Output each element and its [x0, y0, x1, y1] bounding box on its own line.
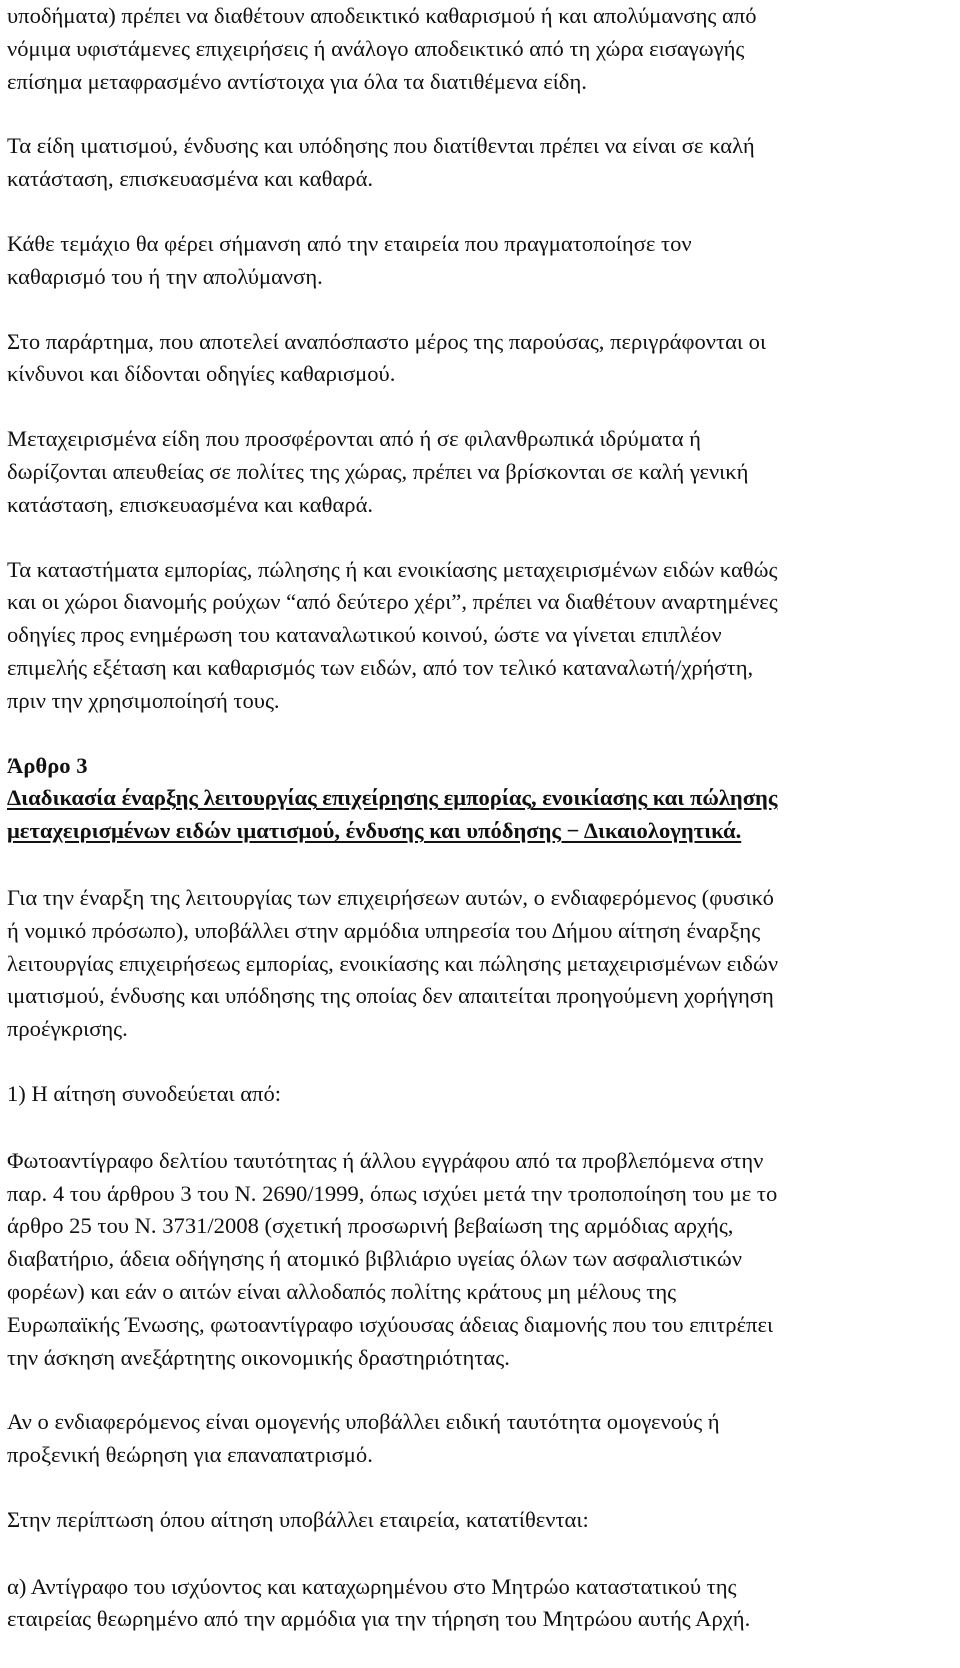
paragraph-expatriate [7, 1406, 942, 1472]
text-line: λειτουργίας επιχειρήσεως εμπορίας, ενοικίασης και πώλησης μεταχειρισμένων ειδών [7, 950, 779, 976]
text-line: α) Αντίγραφο του ισχύοντος και καταχωρημένου στο Μητρώο καταστατικού της [7, 1573, 737, 1599]
document-page [7, 0, 942, 1668]
text-line: Φωτοαντίγραφο δελτίου ταυτότητας ή άλλου εγγράφου από τα προβλεπόμενα στην [7, 1147, 764, 1173]
article-title-text: Διαδικασία έναρξης λειτουργίας επιχείρησης εμπορίας, ενοικίασης και πώλησης [7, 785, 778, 811]
text-line: κατάσταση, επισκευασμένα και καθαρά. [7, 491, 374, 517]
text-line: Τα είδη ιματισμού, ένδυσης και υπόδησης που διατίθενται πρέπει να είναι σε καλή [7, 133, 755, 159]
paragraph-company-case [7, 1504, 942, 1537]
text-line: οδηγίες προς ενημέρωση του καταναλωτικού κοινού, ώστε να γίνεται επιπλέον [7, 622, 722, 648]
paragraph-application [7, 882, 942, 1046]
text-line: άρθρο 25 του Ν. 3731/2008 (σχετική προσωρινή βεβαίωση της αρμόδιας αρχής, [7, 1213, 734, 1239]
text-line: Στο παράρτημα, που αποτελεί αναπόσπαστο μέρος της παρούσας, περιγράφονται οι [7, 328, 767, 354]
article-number: Άρθρο 3 [7, 752, 88, 778]
text-line: νόμιμα υφιστάμενες επιχειρήσεις ή ανάλογο αποδεικτικό από τη χώρα εισαγωγής [7, 35, 745, 61]
text-line: Κάθε τεμάχιο θα φέρει σήμανση από την εταιρεία που πραγματοποίησε τον [7, 230, 692, 256]
paragraph-id-documents [7, 1145, 942, 1375]
text-line: επιμελής εξέταση και καθαρισμός των ειδών, από τον τελικό καταναλωτή/χρήστη, [7, 654, 754, 680]
text-line: Μεταχειρισμένα είδη που προσφέρονται από ή σε φιλανθρωπικά ιδρύματα ή [7, 426, 701, 452]
text-line: προέγκρισης. [7, 1016, 128, 1042]
text-line: ή νομικό πρόσωπο), υποβάλλει στην αρμόδια υπηρεσία του Δήμου αίτηση έναρξης [7, 917, 761, 943]
text-line: παρ. 4 του άρθρου 3 του Ν. 2690/1999, όπως ισχύει μετά την τροποποίηση του με το [7, 1180, 778, 1206]
text-line: ιματισμού, ένδυσης και υπόδησης της οποίας δεν απαιτείται προηγούμενη χορήγηση [7, 983, 774, 1009]
article-title-text: μεταχειρισμένων ειδών ιματισμού, ένδυσης και υπόδησης − Δικαιολογητικά. [7, 818, 742, 844]
paragraph-annex [7, 326, 942, 392]
article-heading [7, 750, 942, 848]
paragraph-charities [7, 423, 942, 521]
text-line: φορέων) και εάν ο αιτών είναι αλλοδαπός πολίτης κράτους μη μέλους της [7, 1278, 677, 1304]
text-line: Ευρωπαϊκής Ένωσης, φωτοαντίγραφο ισχύουσας άδειας διαμονής που του επιτρέπει [7, 1311, 774, 1337]
text-line: 1) Η αίτηση συνοδεύεται από: [7, 1080, 282, 1106]
paragraph-company-statute [7, 1571, 942, 1637]
paragraph-labeling [7, 228, 942, 294]
article-title-line [7, 815, 942, 848]
text-line: Τα καταστήματα εμπορίας, πώλησης ή και ενοικίασης μεταχειρισμένων ειδών καθώς [7, 556, 778, 582]
text-line: διαβατήριο, άδεια οδήγησης ή ατομικό βιβλιάριο υγείας όλων των ασφαλιστικών [7, 1246, 742, 1272]
text-line: υποδήματα) πρέπει να διαθέτουν αποδεικτικό καθαρισμού ή και απολύμανσης από [7, 3, 757, 28]
article-title-line [7, 782, 942, 815]
paragraph-store-instructions [7, 554, 942, 718]
text-line: προξενική θεώρηση για επαναπατρισμό. [7, 1442, 373, 1468]
text-line: δωρίζονται απευθείας σε πολίτες της χώρας, πρέπει να βρίσκονται σε καλή γενική [7, 458, 749, 484]
text-line: πριν την χρησιμοποίησή τους. [7, 687, 280, 713]
text-line: κατάσταση, επισκευασμένα και καθαρά. [7, 166, 374, 192]
text-line: Για την έναρξη της λειτουργίας των επιχειρήσεων αυτών, ο ενδιαφερόμενος (φυσικό [7, 884, 774, 910]
text-line: Αν ο ενδιαφερόμενος είναι ομογενής υποβάλλει ειδική ταυτότητα ομογενούς ή [7, 1409, 720, 1435]
text-line: την άσκηση ανεξάρτητης οικονομικής δραστηριότητας. [7, 1344, 510, 1370]
text-line: καθαρισμό του ή την απολύμανση. [7, 263, 323, 289]
text-line: κίνδυνοι και δίδονται οδηγίες καθαρισμού. [7, 361, 396, 387]
text-line: επίσημα μεταφρασμένο αντίστοιχα για όλα τα διατιθέμενα είδη. [7, 68, 587, 94]
text-line: εταιρείας θεωρημένο από την αρμόδια για την τήρηση του Μητρώου αυτής Αρχή. [7, 1606, 751, 1632]
text-line: και οι χώροι διανομής ρούχων “από δεύτερο χέρι”, πρέπει να διαθέτουν αναρτημένες [7, 589, 778, 615]
paragraph-good-condition [7, 130, 942, 196]
text-line: Στην περίπτωση όπου αίτηση υποβάλλει εταιρεία, κατατίθενται: [7, 1506, 589, 1532]
paragraph-disinfection-certificate [7, 0, 942, 98]
paragraph-list-intro [7, 1078, 942, 1111]
